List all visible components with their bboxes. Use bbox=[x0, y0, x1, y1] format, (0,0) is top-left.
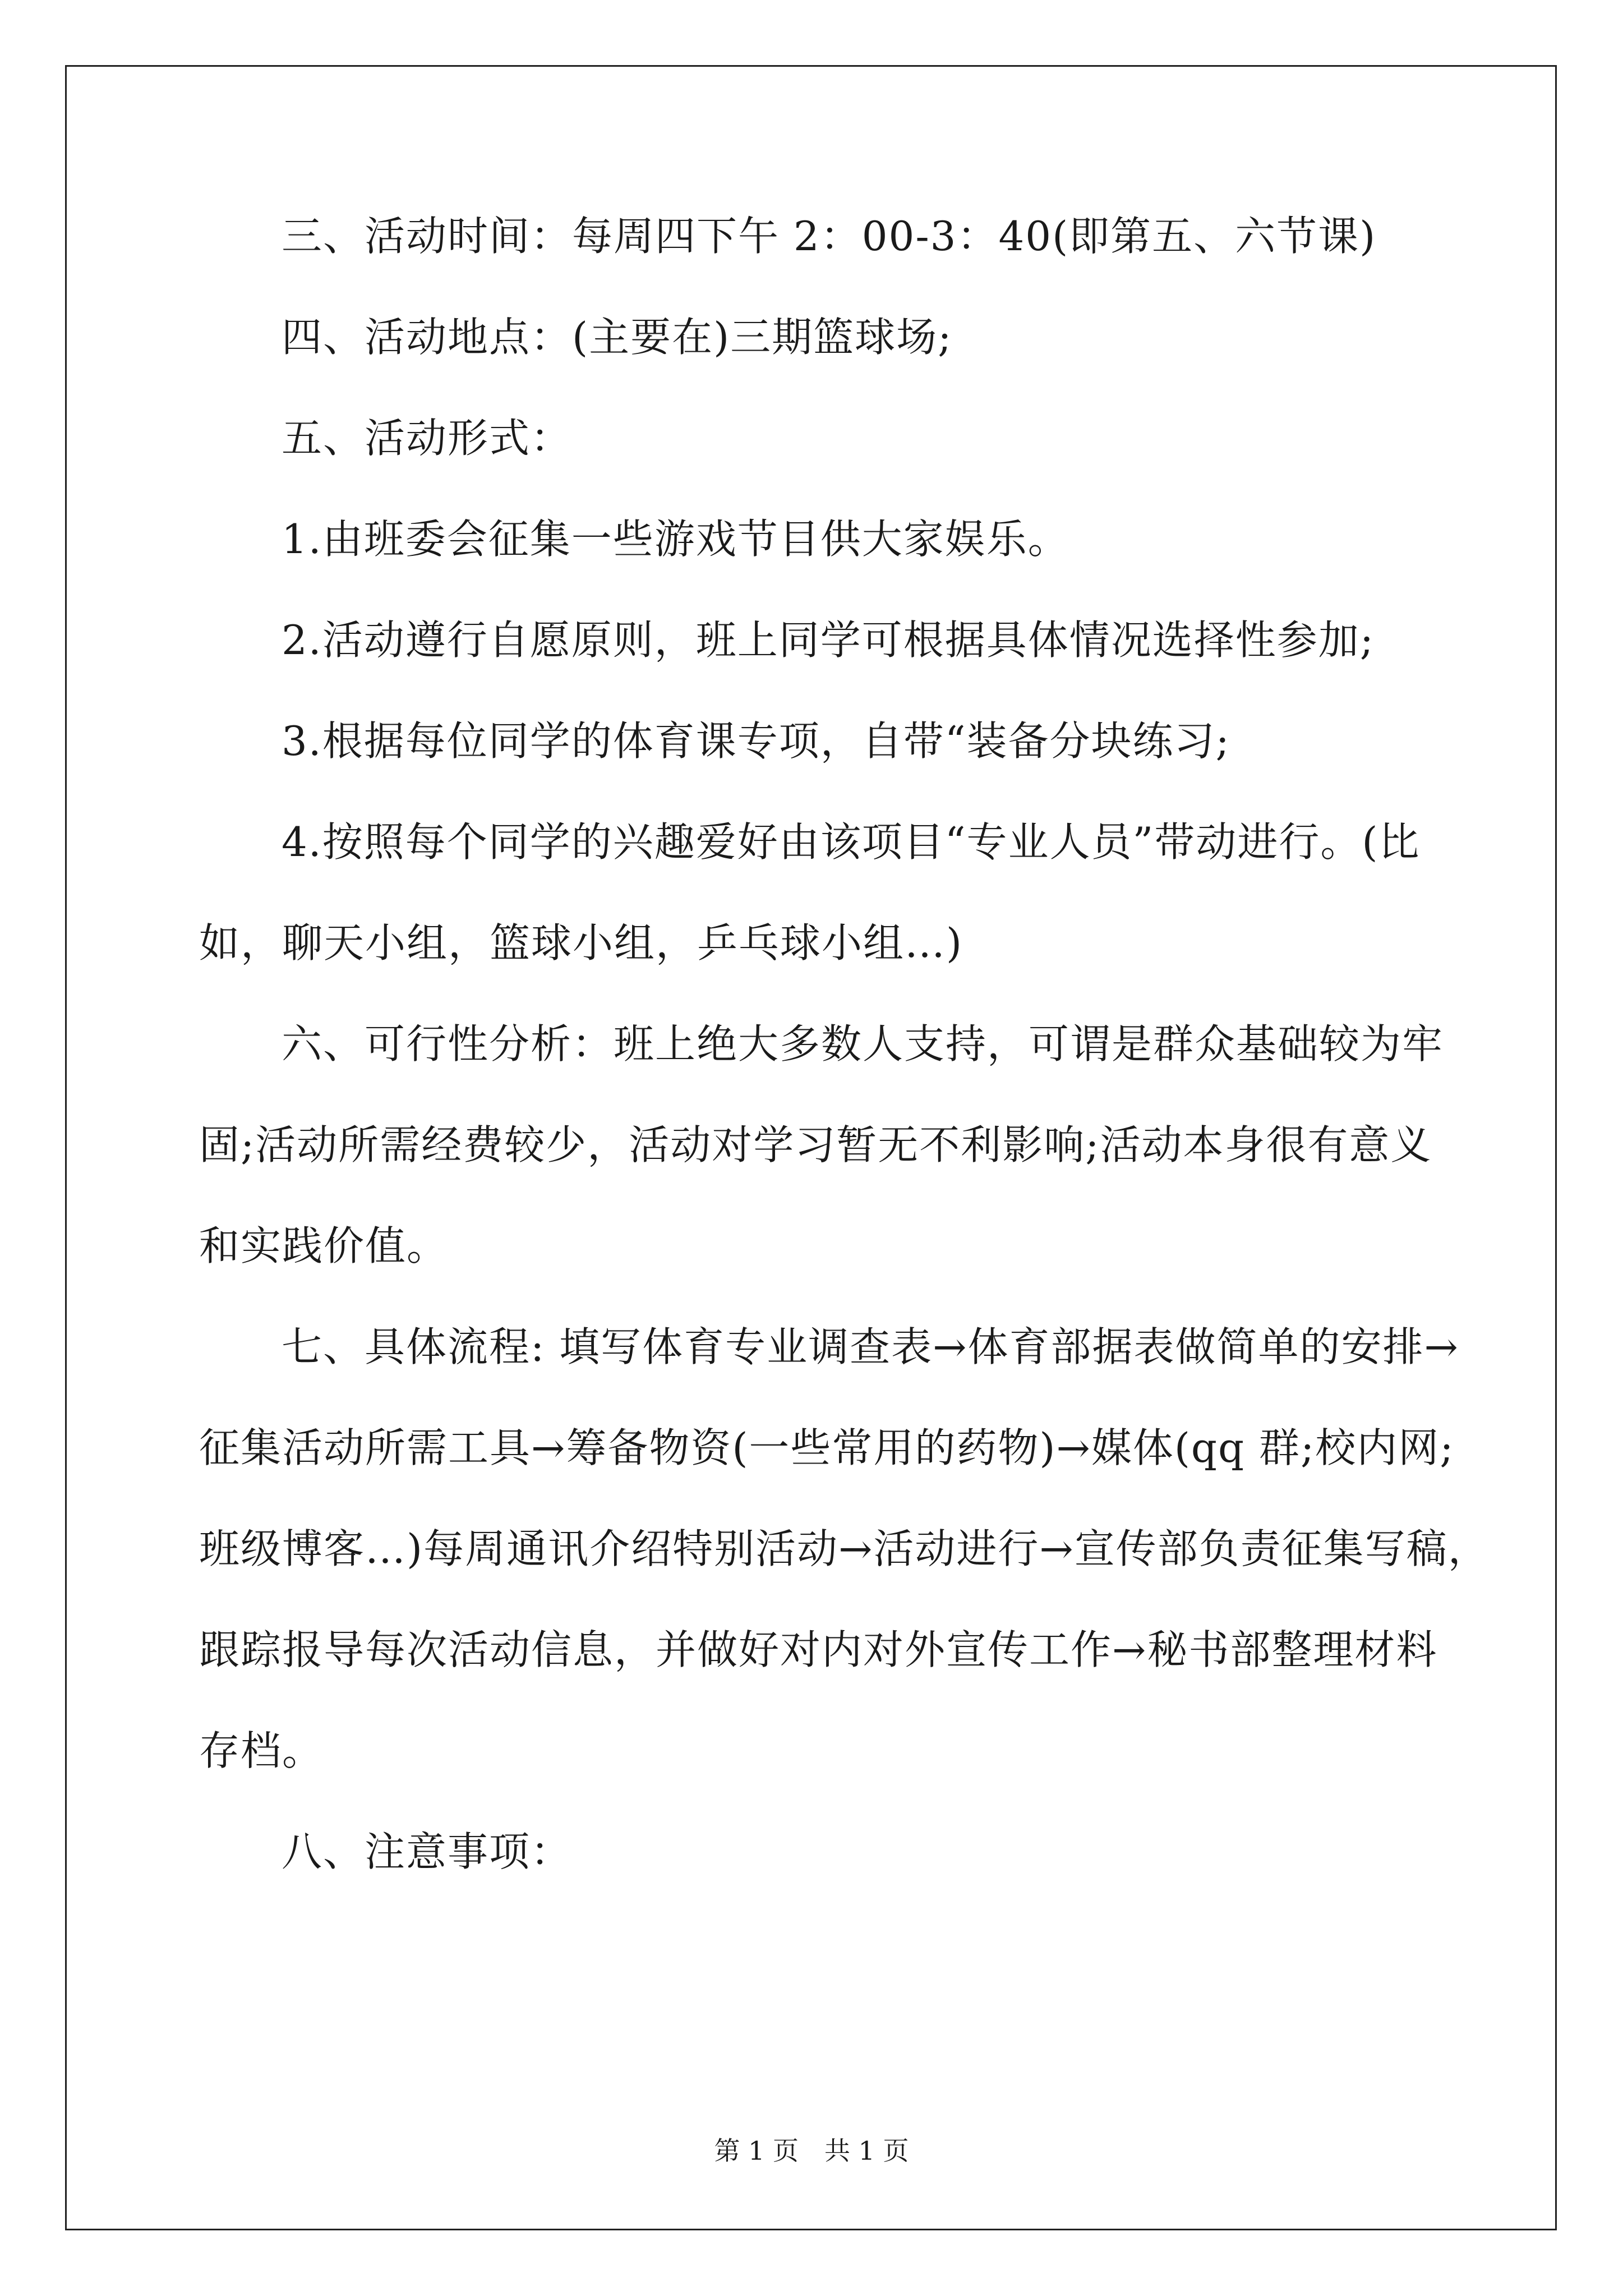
paragraph-process-line-4: 跟踪报导每次活动信息，并做好对内对外宣传工作→秘书部整理材料 bbox=[199, 1626, 1438, 1673]
paragraph-activity-location: 四、活动地点：(主要在)三期篮球场; bbox=[282, 314, 953, 361]
list-item-4-line-2: 如，聊天小组，篮球小组，乒乓球小组…) bbox=[199, 919, 963, 967]
paragraph-activity-form-heading: 五、活动形式： bbox=[282, 415, 573, 462]
list-item-1: 1.由班委会征集一些游戏节目供大家娱乐。 bbox=[282, 516, 1069, 563]
paragraph-feasibility-line-3: 和实践价值。 bbox=[199, 1222, 449, 1269]
paragraph-notes-heading: 八、注意事项： bbox=[282, 1828, 573, 1875]
list-item-3: 3.根据每位同学的体育课专项，自带“装备分块练习; bbox=[282, 717, 1230, 765]
paragraph-process-line-2: 征集活动所需工具→筹备物资(一些常用的药物)→媒体(qq 群;校内网; bbox=[199, 1424, 1455, 1471]
paragraph-process-line-3: 班级博客…)每周通讯介绍特别活动→活动进行→宣传部负责征集写稿， bbox=[199, 1525, 1490, 1572]
list-item-2: 2.活动遵行自愿原则，班上同学可根据具体情况选择性参加; bbox=[282, 616, 1375, 664]
paragraph-feasibility-line-2: 固;活动所需经费较少，活动对学习暂无不利影响;活动本身很有意义 bbox=[199, 1121, 1432, 1168]
paragraph-process-line-5: 存档。 bbox=[199, 1727, 324, 1774]
paragraph-feasibility-line-1: 六、可行性分析：班上绝大多数人支持，可谓是群众基础较为牢 bbox=[282, 1020, 1444, 1068]
list-item-4-line-1: 4.按照每个同学的兴趣爱好由该项目“专业人员”带动进行。(比 bbox=[282, 818, 1421, 866]
paragraph-activity-time: 三、活动时间：每周四下午 2：00-3：40(即第五、六节课) bbox=[282, 213, 1377, 260]
paragraph-process-line-1: 七、具体流程: 填写体育专业调查表→体育部据表做简单的安排→ bbox=[282, 1323, 1459, 1370]
page-number-footer: 第 1 页 共 1 页 bbox=[714, 2136, 909, 2166]
